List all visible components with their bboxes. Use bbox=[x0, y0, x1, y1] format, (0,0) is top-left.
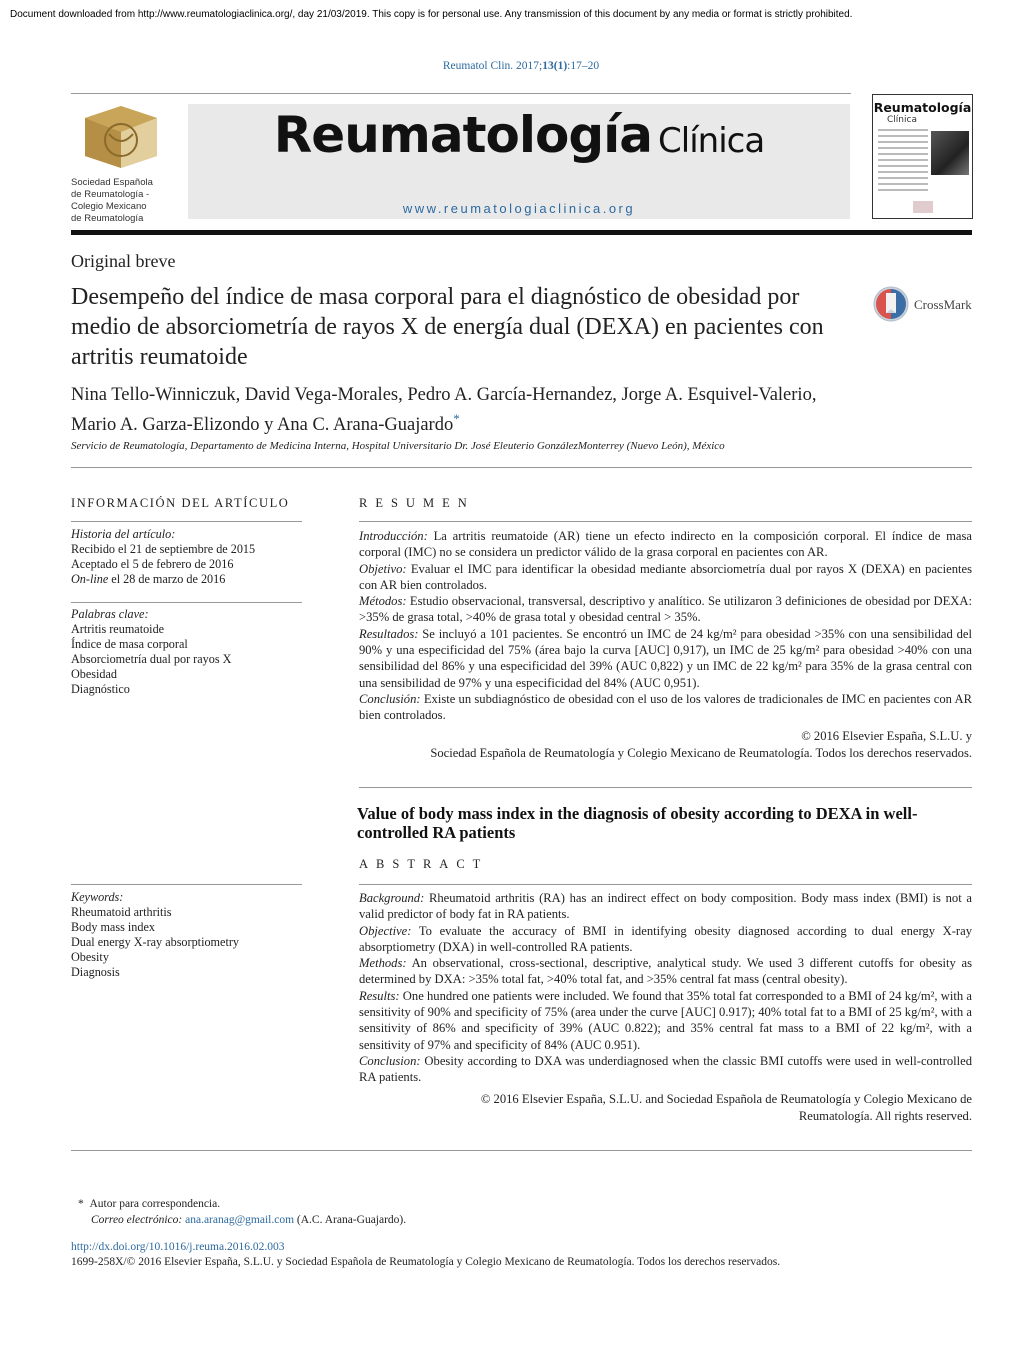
keyword-item: Diagnóstico bbox=[71, 682, 130, 696]
divider bbox=[71, 521, 302, 522]
copyright-line: © 2016 Elsevier España, S.L.U. y bbox=[801, 729, 972, 743]
abstract-objective bbox=[359, 923, 972, 956]
correspondence-footnote bbox=[78, 1196, 406, 1228]
citation-volume-issue: 13(1) bbox=[542, 60, 568, 72]
objective-text: To evaluate the accuracy of BMI in identifying obesity diagnosed according to dual energy X-ray absorptiometry (DXA) in well-controlled RA patients. bbox=[359, 923, 972, 954]
resumen-methods bbox=[359, 593, 972, 626]
header-thick-rule bbox=[71, 230, 972, 235]
society-name-line: Colegio Mexicano bbox=[71, 201, 147, 212]
cover-subtitle: Clínica bbox=[887, 115, 917, 125]
authors-line-2 bbox=[71, 407, 971, 437]
history-label: Historia del artículo: bbox=[71, 527, 176, 541]
email-line bbox=[78, 1212, 406, 1228]
correspondence-line bbox=[78, 1196, 406, 1212]
download-notice: Document downloaded from http://www.reumatologiaclinica.org/, day 21/03/2019. This copy is for personal use. Any transmission of this document by any media or format is strictly prohibited. bbox=[10, 9, 853, 20]
divider bbox=[359, 521, 972, 522]
objective-label: Objetivo: bbox=[359, 561, 407, 576]
online-date-text: el 28 de marzo de 2016 bbox=[108, 572, 226, 586]
objective-label: Objective: bbox=[359, 923, 412, 938]
journal-url-link[interactable]: www.reumatologiaclinica.org bbox=[402, 201, 636, 216]
journal-title bbox=[188, 106, 850, 164]
conclusion-label: Conclusion: bbox=[359, 1053, 421, 1068]
abstract-text bbox=[359, 890, 972, 1086]
spanish-keywords bbox=[71, 607, 302, 697]
intro-label: Introducción: bbox=[359, 529, 428, 543]
issn-copyright: 1699-258X/© 2016 Elsevier España, S.L.U. y Sociedad Española de Reumatología y Colegio Mexicano de Reumatología. Todos los derechos reservados. bbox=[71, 1256, 781, 1268]
received-date: Recibido el 21 de septiembre de 2015 bbox=[71, 542, 256, 556]
author-list bbox=[71, 384, 971, 437]
cover-contents-lines bbox=[878, 129, 928, 195]
resumen-conclusion bbox=[359, 691, 972, 724]
resumen-intro bbox=[359, 528, 972, 561]
methods-text: Estudio observacional, transversal, descriptivo y analítico. Se utilizaron 3 definiciones de obesidad por DEXA: >35% de grasa total, >40% de grasa total y obesidad central > 35%. bbox=[359, 594, 972, 625]
header-top-rule bbox=[71, 93, 851, 94]
society-name-line: Sociedad Española bbox=[71, 177, 153, 188]
keyword-item: Artritis reumatoide bbox=[71, 622, 165, 636]
citation-journal-year: Reumatol Clin. 2017; bbox=[442, 60, 543, 72]
divider bbox=[359, 884, 972, 885]
results-label: Resultados: bbox=[359, 626, 419, 641]
background-text: Rheumatoid arthritis (RA) has an indirect effect on body composition. Body mass index (BMI) is not a valid predictor of body fat in RA patients. bbox=[359, 891, 972, 922]
divider bbox=[359, 787, 972, 788]
resumen-objective bbox=[359, 561, 972, 594]
resumen-results bbox=[359, 626, 972, 691]
society-name-line: de Reumatología - bbox=[71, 189, 150, 200]
keyword-item: Índice de masa corporal bbox=[71, 637, 188, 651]
keyword-item: Rheumatoid arthritis bbox=[71, 905, 172, 919]
resumen-text bbox=[359, 528, 972, 724]
crossmark-icon bbox=[872, 285, 910, 323]
journal-cover-thumbnail bbox=[872, 94, 973, 219]
divider bbox=[71, 602, 302, 603]
email-label: Correo electrónico: bbox=[91, 1214, 183, 1226]
background-label: Background: bbox=[359, 891, 425, 905]
keywords-label: Keywords: bbox=[71, 890, 124, 904]
email-link[interactable]: ana.aranag@gmail.com bbox=[185, 1214, 295, 1226]
results-text: Se incluyó a 101 pacientes. Se encontró un IMC de 24 kg/m² para obesidad >35% con una sensibilidad del 90% y una especificidad del 75% (área bajo la curva [AUC] 0,917), un IMC de 25 kg/m² para obesidad >40% con una sensibilidad del 86% y una especificidad del 39% (AUC 0,822) y un IMC de 22 kg/m² para 35% de la grasa central con una sensibilidad de 97% y una especificidad del 84% (AUC 0,951). bbox=[359, 626, 972, 690]
authors-line: Nina Tello-Winniczuk, David Vega-Morales, Pedro A. García-Hernandez, Jorge A. Esquivel-Valerio, bbox=[71, 385, 817, 405]
online-label: On-line bbox=[71, 572, 109, 586]
divider bbox=[71, 1150, 972, 1151]
accepted-date: Aceptado el 5 de febrero de 2016 bbox=[71, 557, 234, 571]
article-info-heading: INFORMACIÓN DEL ARTÍCULO bbox=[71, 496, 290, 510]
abstract-results bbox=[359, 988, 972, 1053]
cover-image bbox=[931, 131, 969, 175]
results-text: One hundred one patients were included. We found that 35% total fat corresponded to a BMI of 24 kg/m², with a sensitivity of 90% and specificity of 75% (area under the curve [AUC] 0.917); 40% total fat to a BMI of 25 kg/m², with a sensitivity of 86% and specificity of 39% (AUC 0.822); and 35% central fat mass to a BMI of 22 kg/m², with a sensitivity of 97% and specificity of 84% (AUC 0.951). bbox=[359, 988, 972, 1052]
abstract-background bbox=[359, 890, 972, 923]
journal-citation bbox=[0, 60, 1024, 72]
keyword-item: Absorciometría dual por rayos X bbox=[71, 652, 232, 666]
cover-logo-icon bbox=[913, 201, 933, 213]
journal-title-main: Reumatología bbox=[273, 106, 653, 164]
conclusion-text: Obesity according to DXA was underdiagnosed when the classic BMI cutoffs were used in well-controlled RA patients. bbox=[359, 1053, 972, 1085]
crossmark-badge[interactable] bbox=[872, 285, 974, 325]
article-history bbox=[71, 527, 302, 587]
english-title: Value of body mass index in the diagnosis of obesity according to DEXA in well-controlled RA patients bbox=[357, 804, 918, 842]
doi-link[interactable]: http://dx.doi.org/10.1016/j.reuma.2016.02.003 bbox=[71, 1241, 285, 1253]
methods-label: Methods: bbox=[359, 956, 407, 971]
society-name bbox=[71, 177, 183, 225]
divider bbox=[71, 467, 972, 468]
methods-text: An observational, cross-sectional, descriptive, analytical study. We used 3 different cutoffs for obesity as determined by DXA: >35% total fat, >40% total fat, and >35% central fat mass (central obesity). bbox=[359, 956, 972, 987]
keyword-item: Obesity bbox=[71, 950, 109, 964]
keyword-item: Body mass index bbox=[71, 920, 155, 934]
affiliation: Servicio de Reumatología, Departamento de Medicina Interna, Hospital Universitario Dr. José Eleuterio GonzálezMonterrey (Nuevo León), México bbox=[71, 440, 725, 452]
corresponding-author-mark[interactable]: * bbox=[453, 411, 460, 426]
email-owner: (A.C. Arana-Guajardo). bbox=[294, 1214, 407, 1226]
abstract-methods bbox=[359, 955, 972, 988]
journal-title-sub: Clínica bbox=[658, 121, 765, 161]
copyright-line: Sociedad Española de Reumatología y Colegio Mexicano de Reumatología. Todos los derechos reservados. bbox=[430, 746, 972, 760]
conclusion-label: Conclusión: bbox=[359, 691, 421, 706]
objective-text: Evaluar el IMC para identificar la obesidad mediante absorciometría dual por rayos X (DEXA) en pacientes con AR bien controlados. bbox=[359, 561, 972, 592]
authors-line: Mario A. Garza-Elizondo y Ana C. Arana-Guajardo bbox=[71, 415, 454, 436]
copyright-line: Reumatología. All rights reserved. bbox=[798, 1109, 972, 1123]
intro-text: La artritis reumatoide (AR) tiene un efecto indirecto en la composición corporal. El índice de masa corporal (IMC) no se considera un predictor válido de la grasa corporal en pacientes con AR. bbox=[359, 529, 972, 560]
english-keywords bbox=[71, 890, 302, 980]
abstract-conclusion bbox=[359, 1053, 972, 1086]
divider bbox=[71, 884, 302, 885]
journal-masthead bbox=[188, 104, 850, 219]
article-section-label: Original breve bbox=[71, 251, 176, 271]
corr-text: Autor para correspondencia. bbox=[89, 1198, 221, 1210]
abstract-copyright bbox=[359, 1091, 972, 1125]
copyright-line: © 2016 Elsevier España, S.L.U. and Sociedad Española de Reumatología y Colegio Mexicano de bbox=[480, 1092, 972, 1106]
keyword-item: Diagnosis bbox=[71, 965, 120, 979]
article-title: Desempeño del índice de masa corporal para el diagnóstico de obesidad por medio de absorciometría de rayos X de energía dual (DEXA) en pacientes con artritis reumatoide bbox=[71, 284, 824, 370]
abstract-heading: ABSTRACT bbox=[359, 857, 489, 871]
corr-mark: * bbox=[78, 1198, 84, 1210]
results-label: Results: bbox=[359, 988, 400, 1003]
cover-title: Reumatología bbox=[873, 100, 972, 115]
society-name-line: de Reumatología bbox=[71, 213, 144, 224]
conclusion-text: Existe un subdiagnóstico de obesidad con el uso de los valores de tradicionales de IMC en pacientes con AR bien controlados. bbox=[359, 691, 972, 723]
keyword-item: Obesidad bbox=[71, 667, 118, 681]
society-logo-icon bbox=[81, 104, 161, 170]
resumen-heading: RESUMEN bbox=[359, 496, 475, 510]
crossmark-label: CrossMark bbox=[914, 297, 972, 312]
keyword-item: Dual energy X-ray absorptiometry bbox=[71, 935, 239, 949]
keywords-label: Palabras clave: bbox=[71, 607, 149, 621]
society-block bbox=[71, 104, 183, 225]
methods-label: Métodos: bbox=[359, 594, 407, 609]
citation-pages: :17–20 bbox=[567, 60, 600, 72]
resumen-copyright bbox=[359, 728, 972, 762]
online-date bbox=[71, 572, 302, 587]
